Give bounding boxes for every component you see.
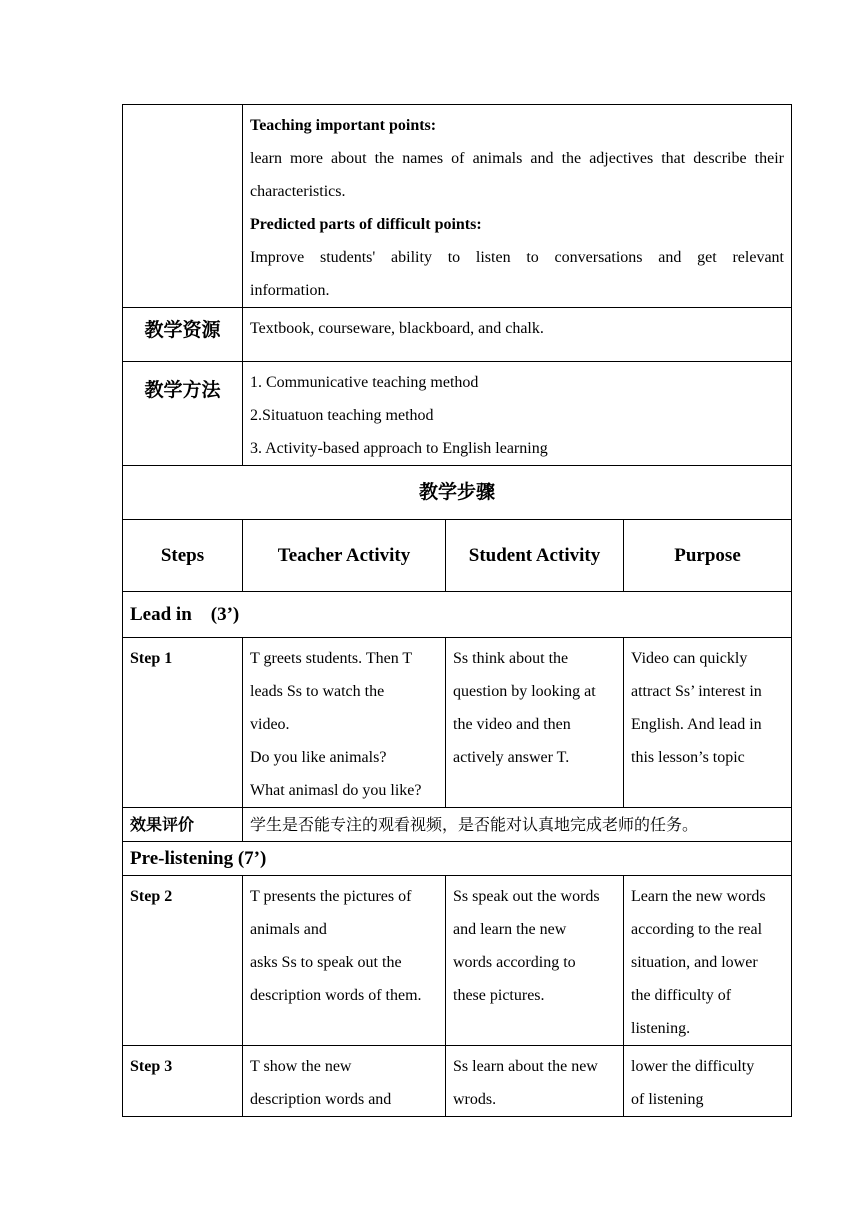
difficult-points-text-line1: Improve students' ability to listen to conversations and get relevant (250, 249, 784, 266)
text-line: according to the real (631, 921, 763, 938)
methods-cell (243, 362, 792, 466)
resources-row (123, 308, 792, 362)
resources-text: Textbook, courseware, blackboard, and chalk. (243, 308, 792, 362)
text-line: description words and (250, 1091, 392, 1108)
step1-row (123, 638, 792, 808)
text-line: Video can quickly (631, 650, 748, 667)
teaching-points-cell (243, 105, 792, 308)
pre-listening-title: Pre-listening (7’) (123, 842, 792, 876)
text-line: listening. (631, 1020, 691, 1037)
text-line: English. And lead in (631, 716, 762, 733)
lead-in-title: Lead in (3’) (123, 592, 792, 638)
eval-text: 学生是否能专注的观看视频，是否能对认真地完成老师的任务。 (243, 808, 792, 842)
header-teacher-activity: Teacher Activity (243, 520, 446, 592)
text-line: of listening (631, 1091, 704, 1108)
step2-name: Step 2 (123, 876, 243, 1046)
teaching-points-row (123, 105, 792, 308)
text-line: Learn the new words (631, 888, 766, 905)
header-steps: Steps (123, 520, 243, 592)
step3-student (446, 1046, 624, 1117)
step1-name: Step 1 (123, 638, 243, 808)
text-line: these pictures. (453, 987, 545, 1004)
text-line: description words of them. (250, 987, 422, 1004)
resources-label: 教学资源 (123, 308, 243, 362)
text-line: words according to (453, 954, 576, 971)
eval-row (123, 808, 792, 842)
text-line: the difficulty of (631, 987, 732, 1004)
procedure-title-row (123, 466, 792, 520)
column-header-row (123, 520, 792, 592)
text-line: attract Ss’ interest in (631, 683, 762, 700)
text-line: leads Ss to watch the (250, 683, 385, 700)
method-item: 1. Communicative teaching method (250, 374, 479, 391)
difficult-points-text-line2: information. (250, 282, 330, 299)
text-line: this lesson’s topic (631, 749, 745, 766)
text-line: situation, and lower (631, 954, 758, 971)
pre-listening-section-row (123, 842, 792, 876)
procedure-title: 教学步骤 (123, 466, 792, 520)
text-line: asks Ss to speak out the (250, 954, 402, 971)
methods-label: 教学方法 (123, 362, 243, 466)
step3-name: Step 3 (123, 1046, 243, 1117)
step3-purpose (624, 1046, 792, 1117)
text-line: question by looking at (453, 683, 596, 700)
text-line: actively answer T. (453, 749, 570, 766)
text-line: T greets students. Then T (250, 650, 413, 667)
text-line: the video and then (453, 716, 571, 733)
step2-row (123, 876, 792, 1046)
text-line: animals and (250, 921, 327, 938)
step1-purpose (624, 638, 792, 808)
text-line: lower the difficulty (631, 1058, 755, 1075)
methods-row (123, 362, 792, 466)
important-points-label: Teaching important points: (250, 117, 437, 134)
text-line: Ss think about the (453, 650, 569, 667)
eval-label: 效果评价 (123, 808, 243, 842)
text-line: video. (250, 716, 290, 733)
text-line: Ss speak out the words (453, 888, 600, 905)
text-line: Ss learn about the new (453, 1058, 598, 1075)
method-item: 2.Situatuon teaching method (250, 407, 434, 424)
header-student-activity: Student Activity (446, 520, 624, 592)
lesson-plan-table (122, 104, 792, 1117)
important-points-text-line2: characteristics. (250, 183, 346, 200)
text-line: T presents the pictures of (250, 888, 412, 905)
text-line: What animasl do you like? (250, 782, 422, 799)
step3-teacher (243, 1046, 446, 1117)
text-line: T show the new (250, 1058, 352, 1075)
step2-purpose (624, 876, 792, 1046)
text-line: wrods. (453, 1091, 497, 1108)
step1-student (446, 638, 624, 808)
lead-in-section-row (123, 592, 792, 638)
teaching-points-label-cell (123, 105, 243, 308)
step1-teacher (243, 638, 446, 808)
difficult-points-label: Predicted parts of difficult points: (250, 216, 482, 233)
important-points-text-line1: learn more about the names of animals and the adjectives that describe their (250, 150, 784, 167)
text-line: Do you like animals? (250, 749, 387, 766)
step2-teacher (243, 876, 446, 1046)
text-line: and learn the new (453, 921, 567, 938)
method-item: 3. Activity-based approach to English learning (250, 440, 548, 457)
header-purpose: Purpose (624, 520, 792, 592)
step3-row (123, 1046, 792, 1117)
step2-student (446, 876, 624, 1046)
